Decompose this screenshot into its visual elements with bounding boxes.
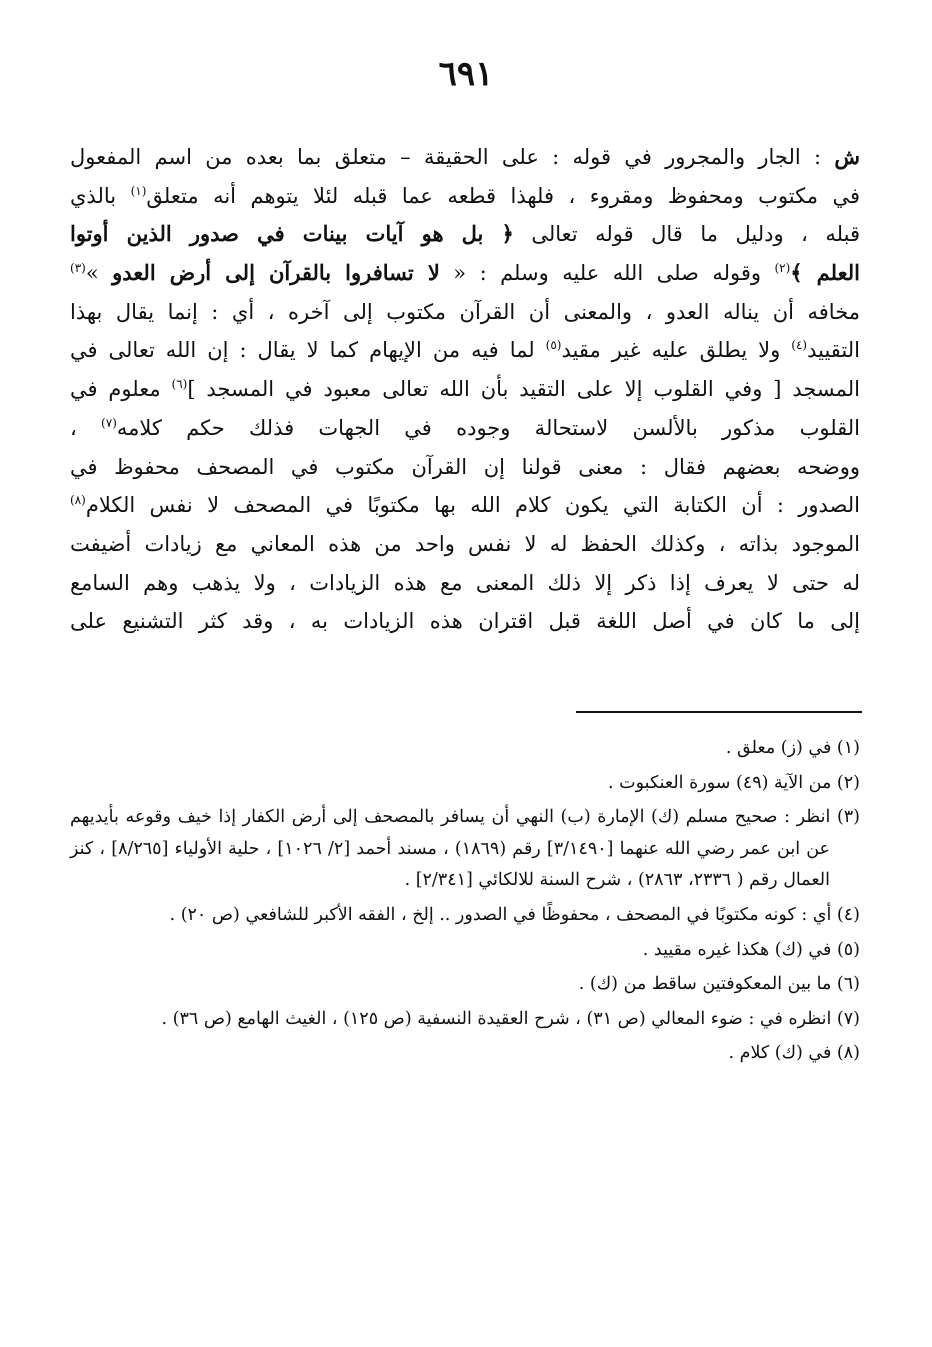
text-span: وقوله صلى الله عليه وسلم : « — [439, 261, 775, 286]
text-span: قبله ، ودليل ما قال قوله تعالى — [513, 222, 860, 247]
text-line — [70, 448, 860, 487]
text-span: مخافه أن يناله العدو ، والمعنى أن القرآن مكتوب إلى آخره ، أي : إنما يقال بهذا — [70, 299, 860, 324]
text-span: الموجود بذاته ، وكذلك الحفظ له لا نفس واحد من هذه المعاني مع زيادات أضيفت — [70, 531, 860, 556]
footnote-ref: (٥) — [545, 338, 562, 353]
footnote-ref: (٤) — [791, 338, 808, 353]
text-span: إلى ما كان في أصل اللغة قبل اقتران هذه الزيادات به ، وقد كثر التشنيع على — [70, 609, 860, 634]
quoted-text: العلم ﴾ — [790, 260, 860, 286]
text-span: القلوب مذكور بالألسن لاستحالة وجوده في الجهات فذلك حكم كلامه — [116, 415, 861, 440]
text-line — [70, 254, 860, 293]
footnote-ref: (٧) — [101, 415, 117, 430]
footnote-separator — [576, 711, 862, 713]
text-span: » — [85, 261, 113, 286]
footnote-ref: (٣) — [70, 261, 86, 276]
text-line — [70, 138, 860, 177]
text-line — [70, 331, 860, 370]
text-line — [70, 602, 860, 641]
footnote-8: (٨) في (ك) كلام . — [728, 1043, 860, 1064]
main-text — [70, 138, 860, 641]
quoted-text: لا تسافروا بالقرآن إلى أرض العدو — [112, 260, 440, 286]
text-span: في مكتوب ومحفوظ ومقروء ، فلهذا قطعه عما قبله لئلا يتوهم أنه متعلق — [146, 183, 860, 208]
footnote-2: (٢) من الآية (٤٩) سورة العنكبوت . — [608, 772, 860, 793]
footnote-1: (١) في (ز) معلق . — [725, 738, 860, 758]
text-span: بالذي — [70, 183, 131, 208]
page-number: ٦٩١ — [438, 54, 494, 94]
text-span: المسجد [ وفي القلوب إلا على التقيد بأن الله تعالى معبود في المسجد ] — [187, 377, 860, 402]
footnote-ref: (٦) — [171, 377, 188, 392]
text-line — [70, 370, 860, 409]
text-span: ، — [70, 415, 102, 440]
text-line — [70, 564, 860, 603]
text-span: الصدور : أن الكتابة التي يكون كلام الله بها مكتوبًا في المصحف لا نفس الكلام — [85, 493, 860, 518]
commentary-marker: ش — [834, 144, 860, 169]
text-line — [70, 525, 860, 564]
text-line — [70, 486, 860, 525]
footnote-6: (٦) ما بين المعكوفتين ساقط من (ك) . — [578, 974, 860, 995]
footnote-4: (٤) أي : كونه مكتوبًا في المصحف ، محفوظًا في الصدور .. إلخ ، الفقه الأكبر للشافعي (ص ٢٠) . — [169, 904, 860, 925]
text-line — [70, 215, 860, 254]
text-span: : الجار والمجرور في قوله : على الحقيقة – متعلق بما بعده من اسم المفعول — [70, 145, 835, 169]
text-line — [70, 177, 860, 216]
text-span: له حتى لا يعرف إذا ذكر إلا ذلك المعنى مع هذه الزيادات ، ولا يذهب وهم السامع — [70, 570, 860, 595]
footnotes — [70, 733, 860, 1073]
text-span: لما فيه من الإيهام كما لا يقال : إن الله تعالى في — [70, 338, 546, 363]
quoted-text: ﴿ بل هو آيات بينات في صدور الذين أوتوا — [70, 221, 514, 247]
footnote-ref: (٨) — [70, 493, 86, 508]
text-line — [70, 293, 860, 332]
footnote-5: (٥) في (ك) هكذا غيره مقييد . — [642, 939, 860, 960]
footnote-ref: (٢) — [774, 261, 791, 276]
text-line — [70, 409, 860, 448]
footnote-ref: (١) — [130, 183, 147, 198]
text-span: ووضحه بعضهم فقال : معنى قولنا إن القرآن مكتوب في المصحف محفوظ في — [70, 454, 860, 479]
text-span: معلوم في — [70, 377, 172, 402]
text-span: ولا يطلق عليه غير مقيد — [561, 338, 792, 363]
footnote-3: (٣) انظر : صحيح مسلم (ك) الإمارة (ب) النهي أن يسافر بالمصحف إلى أرض الكفار إذا خيف وقوعه بأيديهم عن ابن عمر رضي الله عنهما [٣/١٤٩٠] رقم (١٨٦٩) ، مسند أحمد [٢/ ١٠٢٦] ، حلية الأولياء [٨/٢٦٥] ، كنز العمال رقم ( ٢٣٣٦، ٢٨٦٣) ، شرح السنة للالكائي [٢/٣٤١] . — [70, 807, 860, 891]
text-span: التقييد — [807, 338, 860, 363]
footnote-7: (٧) انظره في : ضوء المعالي (ص ٣١) ، شرح العقيدة النسفية (ص ١٢٥) ، الغيث الهامع (ص ٣٦) . — [161, 1008, 860, 1029]
